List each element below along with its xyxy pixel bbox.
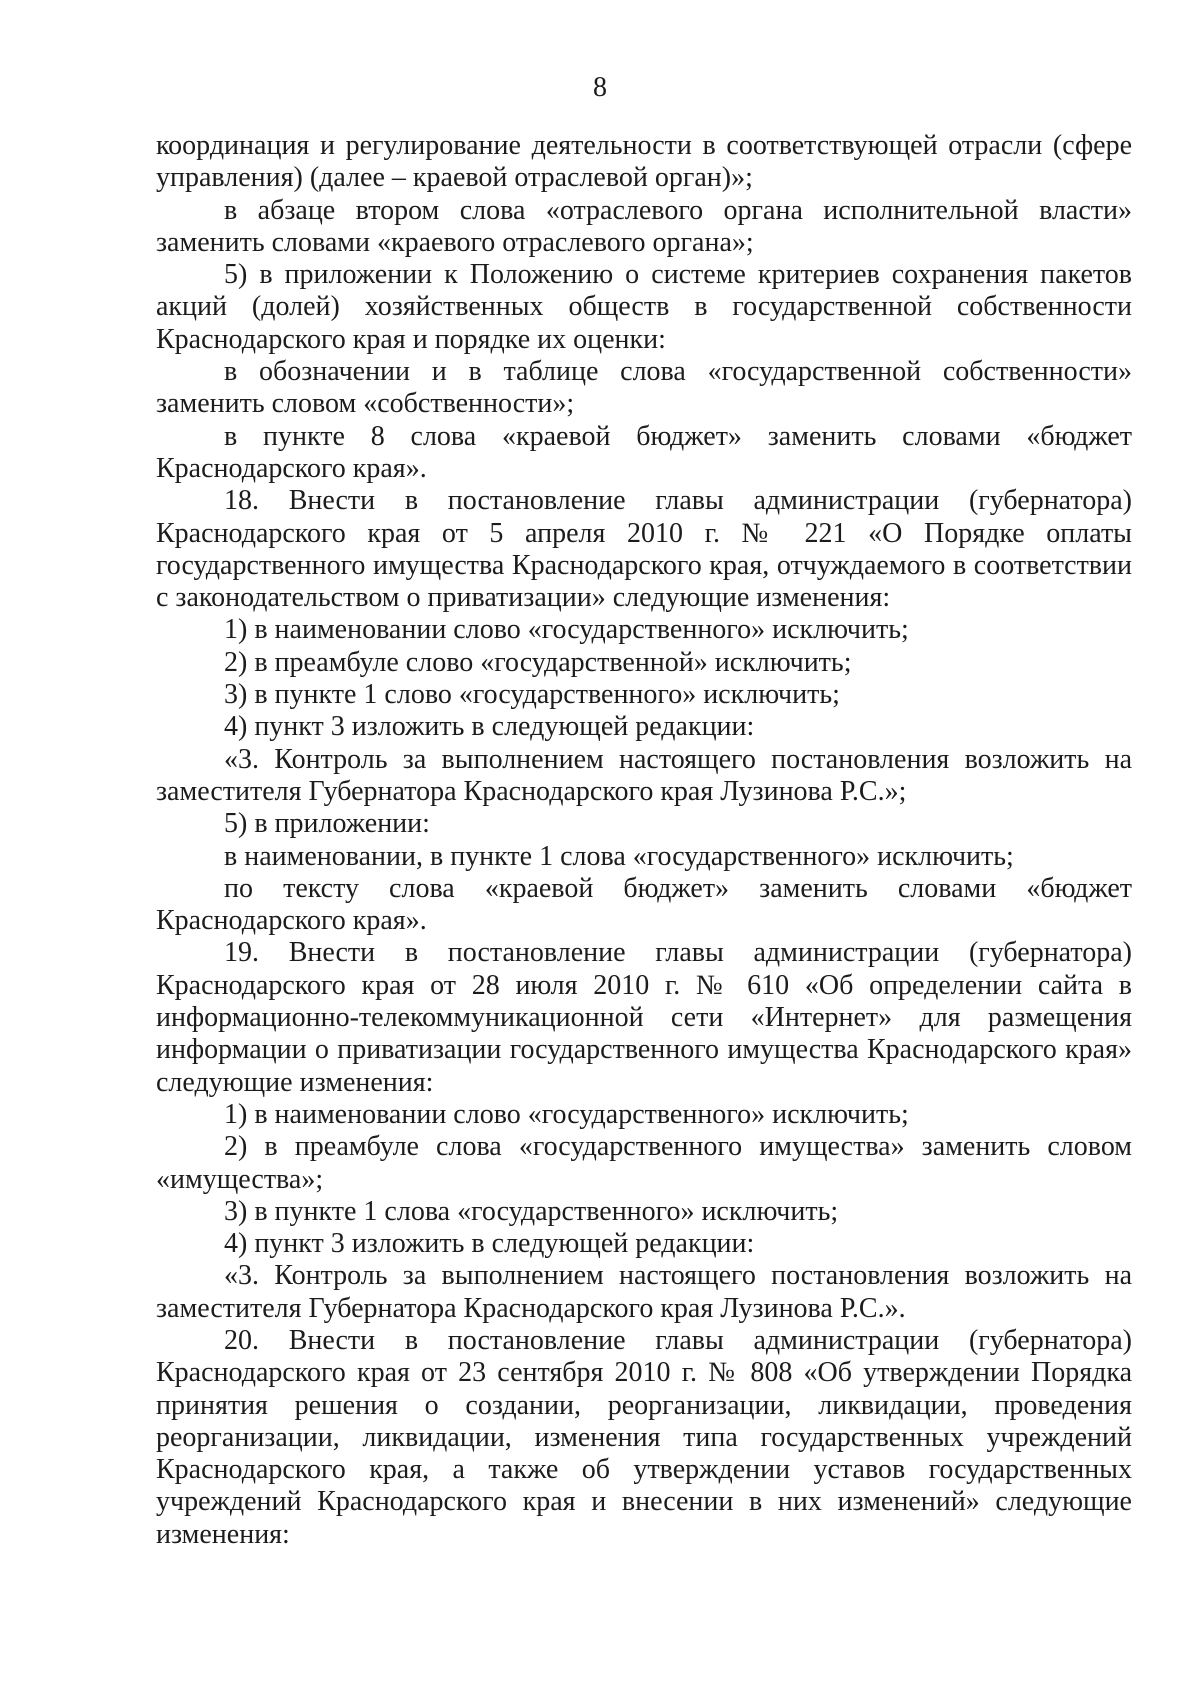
paragraph: 4) пункт 3 изложить в следующей редакции: [224, 711, 755, 743]
document-body [156, 130, 1132, 1551]
paragraph: «3. Контроль за выполнением настоящего постановления возложить на заместителя Губернатора Краснодарского края Лузинова Р.С.»; [156, 743, 1132, 807]
paragraph: 2) в преамбуле слова «государственного имущества» заменить словом «имущества»; [156, 1131, 1132, 1195]
paragraph: в абзаце втором слова «отраслевого органа исполнительной власти» заменить словами «краевого отраслевого органа»; [156, 194, 1132, 258]
paragraph: в пункте 8 слова «краевой бюджет» заменить словами «бюджет Краснодарского края». [156, 420, 1132, 484]
paragraph: «3. Контроль за выполнением настоящего постановления возложить на заместителя Губернатора Краснодарского края Лузинова Р.С.». [156, 1260, 1132, 1324]
paragraph: 5) в приложении к Положению о системе критериев сохранения пакетов акций (долей) хозяйственных обществ в государственной собственности Краснодарского края и порядке их оценки: [156, 259, 1132, 355]
paragraph: по тексту слова «краевой бюджет» заменить словами «бюджет Краснодарского края». [156, 872, 1132, 937]
paragraph-item-19: 19. Внести в постановление главы администрации (губернатора) Краснодарского края от 28 июля 2010 г. № 610 «Об определении сайта в информационно-телекоммуникационной сети «Интернет» для размещения информации о приватизации государственного имущества Краснодарского края» следующие изменения: [156, 937, 1132, 1098]
paragraph: 3) в пункте 1 слова «государственного» исключить; [224, 1195, 839, 1227]
paragraph-item-18: 18. Внести в постановление главы администрации (губернатора) Краснодарского края от 5 апреля 2010 г. № 221 «О Порядке оплаты государственного имущества Краснодарского края, отчуждаемого в соответствии с законодательством о приватизации» следующие изменения: [156, 485, 1132, 614]
paragraph: 3) в пункте 1 слово «государственного» исключить; [224, 679, 840, 711]
paragraph-continuation: координация и регулирование деятельности в соответствующей отрасли (сфере управления) (далее – краевой отраслевой орган)»; [156, 130, 1132, 194]
paragraph: 1) в наименовании слово «государственного» исключить; [224, 614, 909, 646]
paragraph: 1) в наименовании слово «государственного» исключить; [224, 1098, 909, 1130]
paragraph: в обозначении и в таблице слова «государственной собственности» заменить словом «собственности»; [156, 356, 1132, 420]
paragraph: в наименовании, в пункте 1 слова «государственного» исключить; [224, 840, 1014, 872]
paragraph: 2) в преамбуле слово «государственной» исключить; [224, 646, 852, 678]
paragraph-item-20: 20. Внести в постановление главы администрации (губернатора) Краснодарского края от 23 сентября 2010 г. № 808 «Об утверждении Порядка принятия решения о создании, реорганизации, ликвидации, проведения реорганизации, ликвидации, изменения типа государственных учреждений Краснодарского края, а также об утверждении уставов государственных учреждений Краснодарского края и внесении в них изменений» следующие изменения: [156, 1324, 1132, 1550]
page-number: 8 [593, 72, 607, 103]
paragraph: 5) в приложении: [224, 808, 430, 840]
paragraph: 4) пункт 3 изложить в следующей редакции: [224, 1228, 755, 1260]
